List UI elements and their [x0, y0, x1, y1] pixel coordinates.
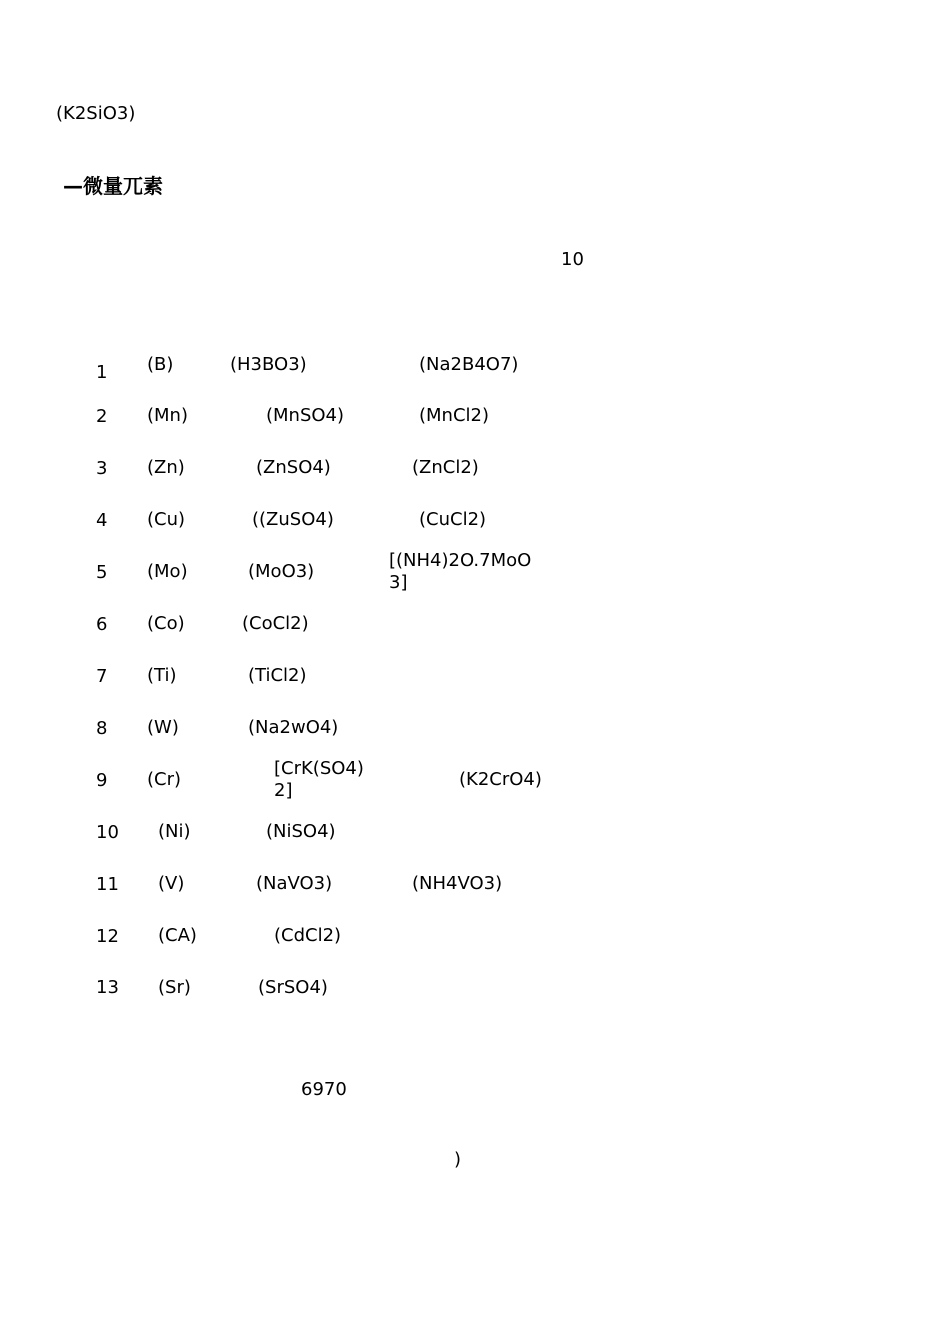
row-number: 2 [96, 406, 108, 427]
element-symbol: (Co) [147, 613, 185, 634]
element-symbol: (CA) [158, 925, 197, 946]
compound-1: (CdCl2) [274, 925, 342, 946]
compound-1: (TiCl2) [248, 665, 307, 686]
compound-1: [CrK(SO4)2] [274, 758, 364, 801]
row-number: 1 [96, 362, 108, 383]
element-symbol: (W) [147, 717, 179, 738]
row-number: 4 [96, 510, 108, 531]
row-number: 12 [96, 926, 119, 947]
compound-1: (ZnSO4) [256, 457, 331, 478]
compound-2: [(NH4)2O.7MoO3] [389, 550, 532, 593]
footer-paren: ) [454, 1149, 462, 1170]
row-number: 8 [96, 718, 108, 739]
compound-2: (K2CrO4) [459, 769, 542, 790]
compound-1: (CoCl2) [242, 613, 309, 634]
element-symbol: (Ni) [158, 821, 191, 842]
compound-1: (MoO3) [248, 561, 315, 582]
element-symbol: (Cr) [147, 769, 182, 790]
compound-1: (MnSO4) [266, 405, 345, 426]
top-formula: (K2SiO3) [56, 103, 136, 124]
count-note: 10 [561, 249, 584, 270]
row-number: 10 [96, 822, 119, 843]
compound-2: (NH4VO3) [412, 873, 503, 894]
element-symbol: (V) [158, 873, 185, 894]
element-symbol: (Zn) [147, 457, 185, 478]
compound-1: (SrSO4) [258, 977, 328, 998]
element-symbol: (Mn) [147, 405, 188, 426]
footer-number: 6970 [301, 1079, 347, 1100]
row-number: 6 [96, 614, 108, 635]
row-number: 13 [96, 977, 119, 998]
compound-1: (H3BO3) [230, 354, 307, 375]
row-number: 5 [96, 562, 108, 583]
compound-2: (MnCl2) [419, 405, 490, 426]
row-number: 11 [96, 874, 119, 895]
compound-1: (NaVO3) [256, 873, 333, 894]
compound-1: (NiSO4) [266, 821, 336, 842]
compound-1: ((ZuSO4) [252, 509, 334, 530]
row-number: 9 [96, 770, 108, 791]
compound-2: (CuCl2) [419, 509, 487, 530]
element-symbol: (Ti) [147, 665, 177, 686]
row-number: 3 [96, 458, 108, 479]
element-symbol: (B) [147, 354, 174, 375]
compound-1: (Na2wO4) [248, 717, 339, 738]
element-symbol: (Cu) [147, 509, 186, 530]
compound-2: (ZnCl2) [412, 457, 479, 478]
section-heading: —微量兀素 [63, 174, 163, 198]
element-symbol: (Mo) [147, 561, 188, 582]
row-number: 7 [96, 666, 108, 687]
compound-2: (Na2B4O7) [419, 354, 519, 375]
element-symbol: (Sr) [158, 977, 191, 998]
